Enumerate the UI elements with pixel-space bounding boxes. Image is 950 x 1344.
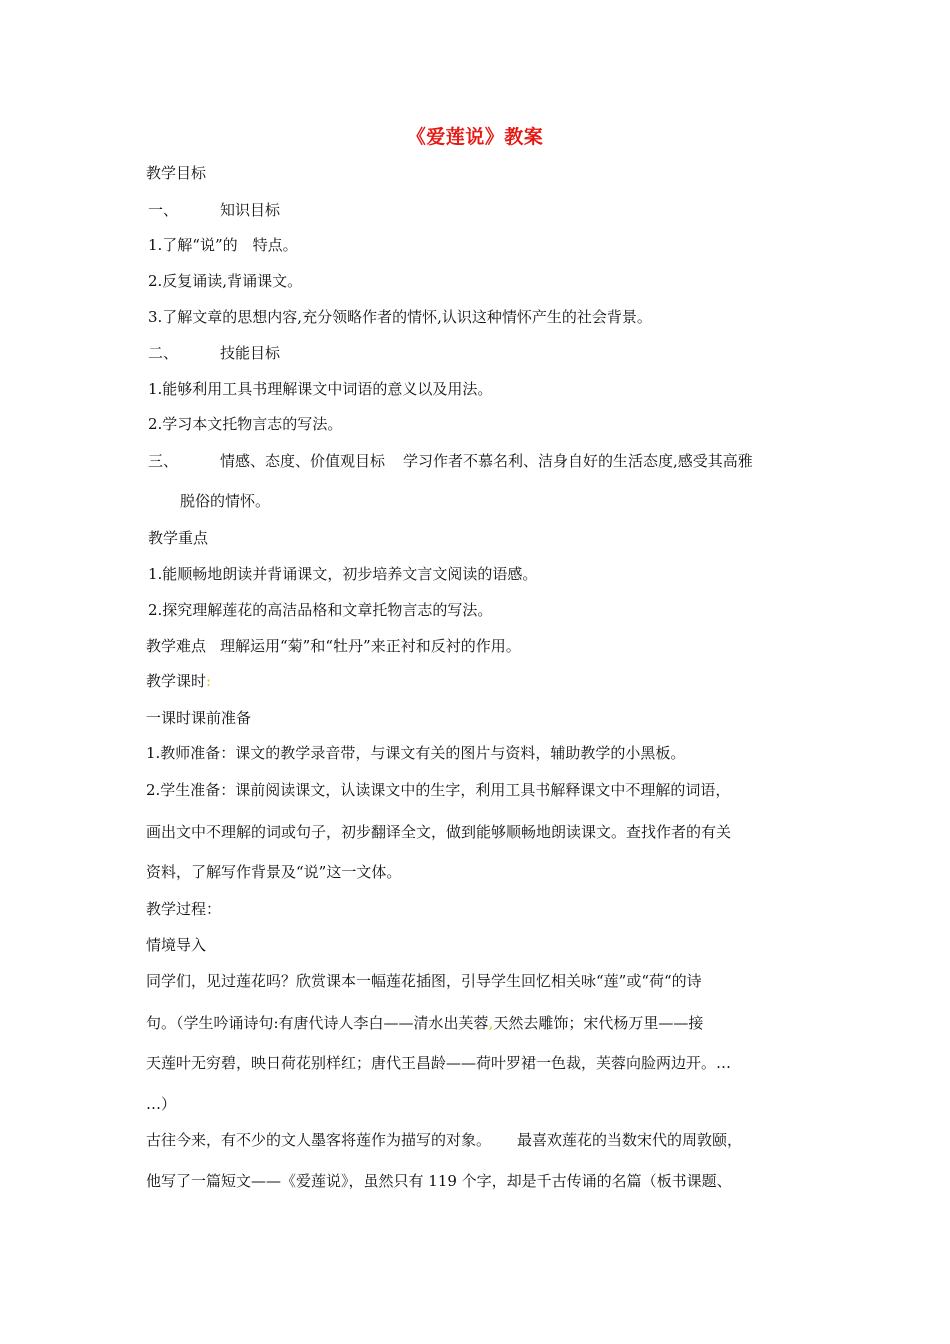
- emotion-goal-label: 情感、态度、价值观目标: [220, 452, 386, 470]
- class-hours-mark: :: [206, 672, 212, 690]
- process-heading: 教学过程：: [146, 900, 222, 918]
- key-point-2: 2.探究理解莲花的高洁品格和文章托物言志的写法。: [148, 601, 493, 619]
- paragraph-line-1-start: 古往今来，有不少的文人墨客将莲作为描写的对象。: [146, 1131, 492, 1149]
- skill-item-1: 1.能够利用工具书理解课文中词语的意义以及用法。: [148, 380, 493, 398]
- student-preparation-line-2: 画出文中不理解的词或句子，初步翻译全文，做到能够顺畅地朗读课文。查找作者的有关: [146, 823, 732, 841]
- difficulty-label: 教学难点: [146, 637, 207, 655]
- student-preparation-line-1: 2.学生准备：课前阅读课文，认读课文中的生字，利用工具书解释课文中不理解的词语，: [146, 781, 731, 799]
- knowledge-item-2: 2.反复诵读,背诵课文。: [148, 272, 303, 290]
- intro-line-2-end: 天然去雕饰；宋代杨万里——接: [493, 1014, 704, 1032]
- paragraph-line-1-end: 最喜欢莲花的当数宋代的周敦颐，: [517, 1131, 743, 1149]
- knowledge-item-3: 3.了解文章的思想内容,充分领略作者的情怀,认识这种情怀产生的社会背景。: [148, 308, 652, 326]
- skill-goal-number: 二、: [148, 344, 179, 362]
- intro-heading: 情境导入: [146, 936, 207, 954]
- intro-line-2-start: 句。（学生吟诵诗句:有唐代诗人李白——清水出芙蓉: [146, 1014, 489, 1032]
- difficulty-text: 理解运用“菊”和“牡丹”来正衬和反衬的作用。: [220, 637, 521, 655]
- difficulty-line: [146, 636, 521, 656]
- key-point-1: 1.能顺畅地朗读并背诵课文，初步培养文言文阅读的语感。: [148, 565, 538, 583]
- emotion-goal-text: 学习作者不慕名利、洁身自好的生活态度,感受其高雅: [403, 452, 753, 470]
- teacher-preparation: 1.教师准备：课文的教学录音带，与课文有关的图片与资料，辅助教学的小黑板。: [146, 744, 686, 762]
- knowledge-goal-number: 一、: [148, 201, 179, 219]
- document-title: 《爱莲说》教案: [406, 126, 544, 148]
- knowledge-item-1: 1.了解“说”的 特点。: [148, 236, 298, 254]
- emotion-goal-line: [148, 451, 753, 471]
- key-points-heading: 教学重点: [148, 529, 209, 547]
- emotion-goal-continuation: 脱俗的情怀。: [180, 492, 271, 510]
- student-preparation-line-3: 资料，了解写作背景及“说”这一文体。: [146, 863, 402, 881]
- intro-line-3: 天莲叶无穷碧，映日荷花别样红；唐代王昌龄——荷叶罗裙一色裁，芙蓉向脸两边开。…: [146, 1054, 732, 1072]
- intro-line-2-mark: ,: [488, 1014, 494, 1032]
- preparation-heading: 一课时课前准备: [146, 709, 252, 727]
- skill-goal-label: 技能目标: [220, 344, 281, 362]
- class-hours-label: 教学课时: [146, 672, 207, 690]
- paragraph-line-2: 他写了一篇短文——《爱莲说》，虽然只有 119 个字，却是千古传诵的名篇（板书课题、: [146, 1172, 732, 1190]
- intro-line-2: [146, 1013, 703, 1033]
- knowledge-goal-heading: [148, 200, 280, 220]
- skill-goal-heading: [148, 343, 280, 363]
- intro-line-1: 同学们，见过莲花吗？欣赏课本一幅莲花插图，引导学生回忆相关咏“莲”或“荷“的诗: [146, 972, 702, 990]
- paragraph-line-1: [146, 1130, 742, 1150]
- skill-item-2: 2.学习本文托物言志的写法。: [148, 415, 343, 433]
- intro-line-4: …）: [146, 1095, 177, 1113]
- goals-heading: 教学目标: [146, 164, 207, 182]
- class-hours-heading: [146, 671, 211, 691]
- emotion-goal-number: 三、: [148, 452, 179, 470]
- knowledge-goal-label: 知识目标: [220, 201, 281, 219]
